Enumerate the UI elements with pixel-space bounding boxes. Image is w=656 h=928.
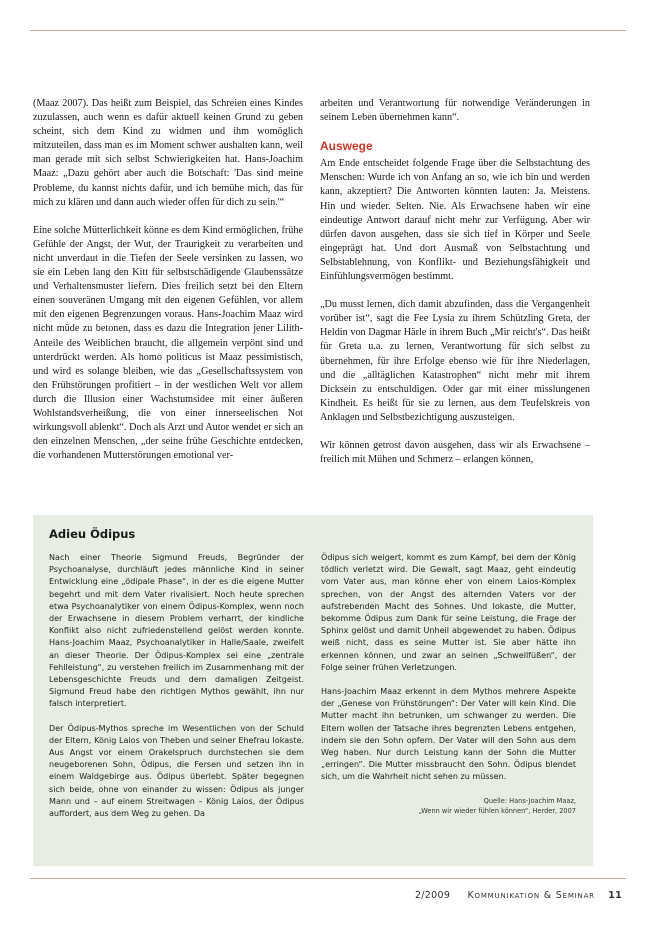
box-paragraph: Nach einer Theorie Sigmund Freuds, Begründer der Psychoanalyse, durchläuft jedes männliche Kind in seiner Entwicklung eine „ödipale Phase“, in der es die eigene Mutter begehrt und mit dem Vater rivalisiert. Noch heute sprechen etwa Psychoanalytiker von einem Ödipus-Komplex, wenn noch der Erwachsene in diesem Problem verharrt, der kindliche Konflikt also nicht zufriedenstellend gelöst werden konnte. Hans-Joachim Maaz, Psychoanalytiker in Halle/Saale, zweifelt an dieser Theorie. Der Ödipus-Komplex sei eine „zentrale Fehlleistung“, zu verstehen freilich im Zusammenhang mit der Lebensgeschichte Freuds und dem damaligen Zeitgeist. Sigmund Freud habe den richtigen Mythos gewählt, ihn nur falsch interpretiert. bbox=[49, 553, 304, 709]
top-rule bbox=[30, 30, 626, 31]
sidebar-box bbox=[33, 515, 593, 866]
magazine-name: Kommunikation & Seminar bbox=[467, 890, 595, 901]
source-citation bbox=[321, 796, 576, 816]
paragraph: (Maaz 2007). Das heißt zum Beispiel, das Schreien eines Kindes zuzulassen, auch wenn es dafür aktuell keinen Grund zu geben scheint, sich dem Kind zu widmen und ihm womöglich mitzuteilen, dass man es im Moment schwer aushalten kann, weil man gerade mit sich selbst Schwierigkeiten hat. Hans-Joachim Maaz: „Dazu gehört aber auch die Botschaft: 'Das sind meine Probleme, du kannst nichts dafür, und ich bemühe mich, das für mich zu klären und dann auch wieder offen für dich zu sein.'“ bbox=[33, 98, 303, 208]
paragraph: Am Ende entscheidet folgende Frage über die Selbstachtung des Menschen: Wurde ich von Anfang an so, wie ich bin und werden kann, akzeptiert? Die Antworten könnten lauten: Ja. Meistens. Hin und wieder. Selten. Nie. Als Erwachsene haben wir eine eindeutige Antwort darauf nicht mehr zur Verfügung. Aber wir dürfen davon ausgehen, dass sie sich tief in Körper und Seele eingeprägt hat. Und dort Ausmaß von Selbstachtung und Selbstablehnung, von Konflikt- und Beziehungsfähigkeit und Einfühlungsvermögen bestimmt. bbox=[320, 158, 590, 283]
page-footer bbox=[415, 890, 622, 901]
box-title: Adieu Ödipus bbox=[49, 527, 136, 541]
source-line: „Wenn wir wieder fühlen können“, Herder, 2007 bbox=[418, 806, 576, 815]
box-paragraph: Ödipus sich weigert, kommt es zum Kampf, bei dem der König tödlich verletzt wird. Die Gewalt, sagt Maaz, geht eindeutig vom Vater aus, man könne eher von einem Laios-Komplex sprechen, von der Angst des alternden Vaters vor der aufstrebenden Macht des Sohnes. Und Iokaste, die Mutter, bekomme Ödipus zum Dank für seine Leistung, die Frage der Sphinx gelöst und damit Unheil abgewendet zu haben. Ödipus weiß nicht, dass es seine Mutter ist. Sie aber hätte ihn erkennen können, und zwar an seinen „Schwellfüßen“, der Folge seiner frühen Verletzungen. bbox=[321, 553, 576, 672]
article-left-column bbox=[33, 97, 303, 477]
box-left-column bbox=[49, 552, 304, 832]
paragraph: Eine solche Mütterlichkeit könne es dem Kind ermöglichen, frühe Gefühle der Angst, der Wut, der Traurigkeit zu verarbeiten und nicht unverdaut in die Tiefen der Seele versinken zu lassen, wo sie ein Leben lang den Kitt für selbstschädigende Glaubenssätze und Verhaltensmuster liefern. Dies freilich setzt bei den Eltern einen souveränen Umgang mit den eigenen Gefühlen, vor allem mit den eigenen Begrenzungen voraus. Hans-Joachim Maaz wird nicht müde zu betonen, dass es dazu die Integration jener Lilith-Anteile des Weiblichen braucht, die allgemein verpönt sind und unterdrückt werden. Als homo politicus ist Maaz pessimistisch, und wird es solange bleiben, wie das „Gesellschaftssystem von den Frühstörungen profitiert – in der westlichen Welt vor allem durch die Illusion einer Wachstumsidee mit einer äußeren Wohlstandsverheißung, die von einer innerseelischen Not wirkungsvoll ablenkt“. Doch als Arzt und Autor wendet er sich an den einzelnen Menschen, „der seine frühe Geschichte entdecken, die vorhandenen Mutterstörungen emotional ver- bbox=[33, 224, 303, 462]
box-paragraph: Der Ödipus-Mythos spreche im Wesentlichen von der Schuld der Eltern, König Laios von Theben und seiner Ehefrau Iokaste. Aus Angst vor einem Orakelspruch durchstechen sie dem neugeborenen Sohn, Ödipus, die Fersen und setzen ihn in einem Waldgebirge aus. Ödipus überlebt. Später begegnen sich beide, ohne von einander zu wissen: Ödipus als junger Mann und – auf einem Streitwagen – König Laios, der Ödipus auffordert, aus dem Weg zu gehen. Da bbox=[49, 723, 304, 819]
issue-number: 2/2009 bbox=[414, 890, 451, 901]
paragraph: arbeiten und Verantwortung für notwendige Veränderungen in seinem Leben übernehmen kann“. bbox=[320, 98, 590, 124]
paragraph: „Du musst lernen, dich damit abzufinden, dass die Vergangenheit vorüber ist“, sagt die Fee Lysia zu ihrem Schützling Greta, der Heldin von Dagmar Härle in ihrem Buch „Mir reicht's“. Das heißt für Greta u.a. zu lernen, Verantwortung für sich selbst zu übernehmen, für ihre Erfolge ebenso wie für ihre Niederlagen, und die „alltäglichen Katastrophen“ nicht mehr mit ihrem Dicksein zu entschuldigen. Oder gar mit einer misslungenen Kindheit. Es heißt für sie zu lernen, aus dem Teufelskreis von Anklagen und Selbstbezichtigung auszusteigen. bbox=[320, 299, 590, 423]
source-line: Quelle: Hans-Joachim Maaz, bbox=[483, 796, 576, 805]
article-right-column bbox=[320, 97, 590, 481]
bottom-rule bbox=[30, 878, 626, 879]
box-paragraph: Hans-Joachim Maaz erkennt in dem Mythos mehrere Aspekte der „Genese von Frühstörungen“: Der Vater will kein Kind. Die Mutter macht ihn betrunken, um schwanger zu werden. Die Eltern wollen der Tatsache ihres begrenzten Lebens entgehen, indem sie den Sohn opfern. Der Vater will den Sohn aus dem Weg haben. Nur durch Leistung kann der Sohn die Mutter „erringen“. Die Mutter missbraucht den Sohn. Ödipus blendet sich, um die Wahrheit nicht sehen zu müssen. bbox=[321, 687, 576, 782]
page-number: 11 bbox=[608, 890, 622, 901]
section-heading: Auswege bbox=[320, 139, 373, 154]
box-right-column bbox=[321, 552, 576, 816]
paragraph: Wir können getrost davon ausgehen, dass wir als Erwachsene – freilich mit Mühen und Schmerz – erlangen können, bbox=[320, 439, 590, 466]
